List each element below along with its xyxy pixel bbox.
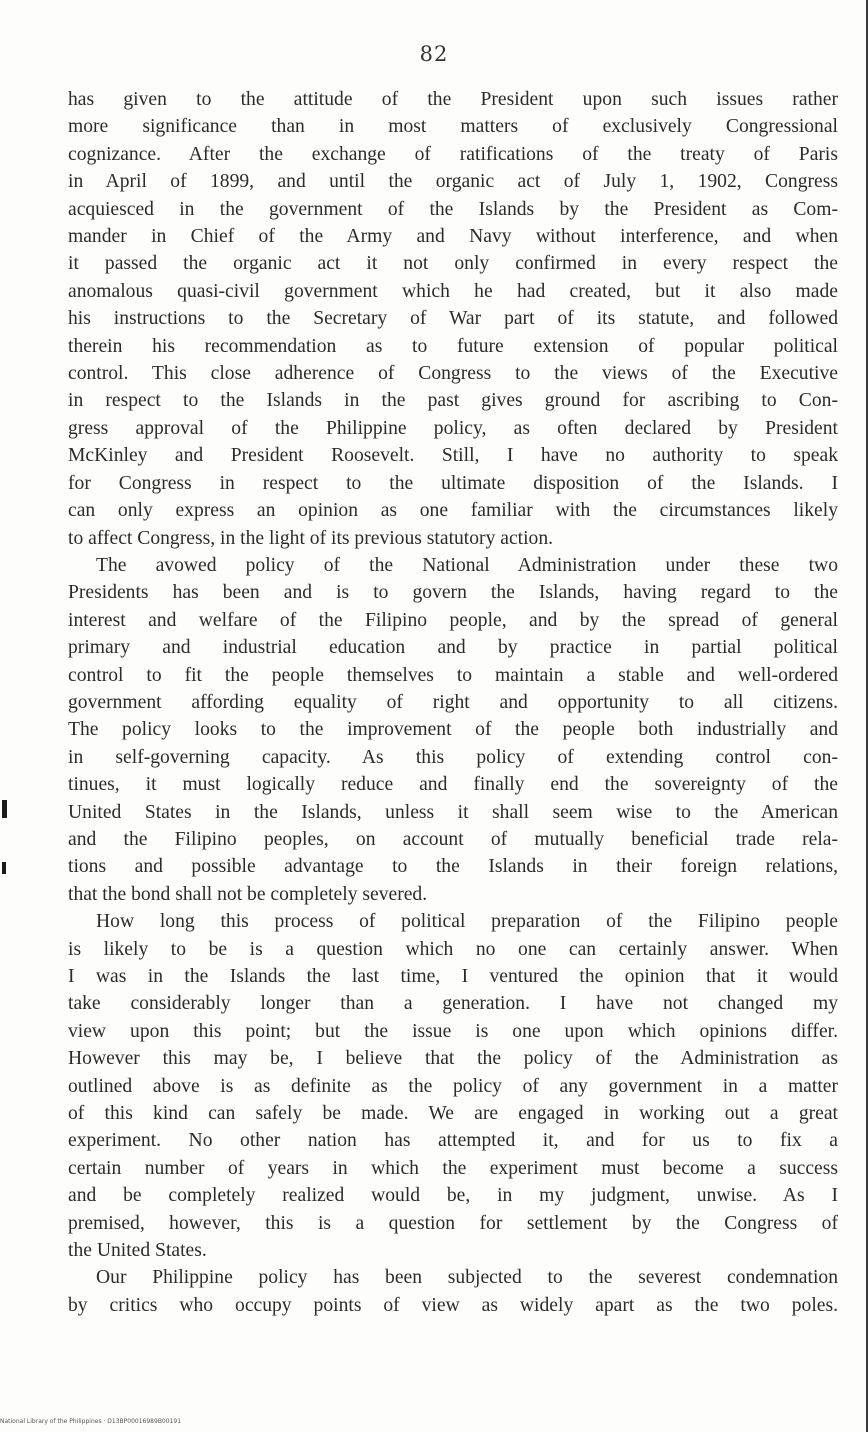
text-line: in respect to the Islands in the past gives ground for ascribing to Con- — [68, 390, 838, 412]
scan-footer: National Library of the Philippines · D13BP00016989B00191 — [0, 1418, 182, 1425]
text-line: and be completely realized would be, in my judgment, unwise. As I — [68, 1185, 838, 1207]
text-line: United States in the Islands, unless it shall seem wise to the American — [68, 801, 838, 823]
text-line: mander in Chief of the Army and Navy without interference, and when — [68, 226, 838, 248]
text-line: for Congress in respect to the ultimate disposition of the Islands. I — [68, 472, 838, 494]
page-number: 82 — [419, 42, 449, 66]
text-line: therein his recommendation as to future extension of popular political — [68, 335, 838, 357]
text-line: more significance than in most matters of exclusively Congressional — [68, 116, 838, 138]
text-line: it passed the organic act it not only confirmed in every respect the — [68, 253, 838, 275]
body-text — [68, 86, 838, 1319]
text-line: anomalous quasi-civil government which he had created, but it also made — [68, 280, 838, 302]
scan-artifact — [2, 862, 6, 874]
text-line: acquiesced in the government of the Islands by the President as Com- — [68, 198, 838, 220]
text-line: control. This close adherence of Congress to the views of the Executive — [68, 363, 838, 385]
text-line: tions and possible advantage to the Islands in their foreign relations, — [68, 856, 838, 878]
text-line: tinues, it must logically reduce and finally end the sovereignty of the — [68, 774, 838, 796]
text-line: premised, however, this is a question for settlement by the Congress of — [68, 1212, 838, 1234]
text-line: and the Filipino peoples, on account of mutually beneficial trade rela- — [68, 828, 838, 850]
text-line: However this may be, I believe that the policy of the Administration as — [68, 1048, 838, 1070]
text-line: government affording equality of right and opportunity to all citizens. — [68, 691, 838, 713]
text-line: interest and welfare of the Filipino people, and by the spread of general — [68, 609, 838, 631]
text-line: has given to the attitude of the President upon such issues rather — [68, 89, 838, 110]
text-line: outlined above is as definite as the policy of any government in a matter — [68, 1075, 838, 1097]
text-line: in self-governing capacity. As this policy of extending control con- — [68, 746, 838, 768]
text-line: is likely to be is a question which no one can certainly answer. When — [68, 938, 838, 960]
text-line: cognizance. After the exchange of ratifications of the treaty of Paris — [68, 143, 838, 165]
text-line: of this kind can safely be made. We are engaged in working out a great — [68, 1103, 838, 1125]
text-line: primary and industrial education and by practice in partial political — [68, 637, 838, 659]
text-line: The avowed policy of the National Administration under these two — [96, 554, 838, 576]
text-line: can only express an opinion as one familiar with the circumstances likely — [68, 500, 838, 522]
text-line: his instructions to the Secretary of War part of its statute, and followed — [68, 308, 838, 330]
text-line: in April of 1899, and until the organic act of July 1, 1902, Congress — [68, 171, 838, 193]
text-line: gress approval of the Philippine policy, as often declared by President — [68, 417, 838, 439]
text-line: experiment. No other nation has attempted it, and for us to fix a — [68, 1130, 838, 1152]
text-line: The policy looks to the improvement of the people both industrially and — [68, 719, 838, 741]
text-line: the United States. — [68, 1240, 207, 1262]
scan-artifact — [2, 800, 7, 818]
text-line: I was in the Islands the last time, I ventured the opinion that it would — [68, 966, 838, 987]
text-line: take considerably longer than a generation. I have not changed my — [68, 993, 838, 1015]
text-line: Presidents has been and is to govern the Islands, having regard to the — [68, 582, 838, 604]
paragraph-3 — [68, 908, 838, 1264]
text-line: How long this process of political preparation of the Filipino people — [96, 911, 838, 933]
paragraph-4 — [68, 1264, 838, 1319]
text-line: Our Philippine policy has been subjected to the severest condemnation — [96, 1267, 838, 1289]
text-line: certain number of years in which the experiment must become a success — [68, 1157, 838, 1179]
text-line: McKinley and President Roosevelt. Still, I have no authority to speak — [68, 445, 838, 467]
text-line: to affect Congress, in the light of its previous statutory action. — [68, 527, 554, 549]
text-line: view upon this point; but the issue is one upon which opinions differ. — [68, 1020, 838, 1042]
paragraph-2 — [68, 552, 838, 908]
text-line: by critics who occupy points of view as widely apart as the two poles. — [68, 1294, 838, 1316]
text-line: that the bond shall not be completely severed. — [68, 883, 428, 905]
text-line: control to fit the people themselves to maintain a stable and well-ordered — [68, 664, 838, 686]
paragraph-1 — [68, 86, 838, 552]
